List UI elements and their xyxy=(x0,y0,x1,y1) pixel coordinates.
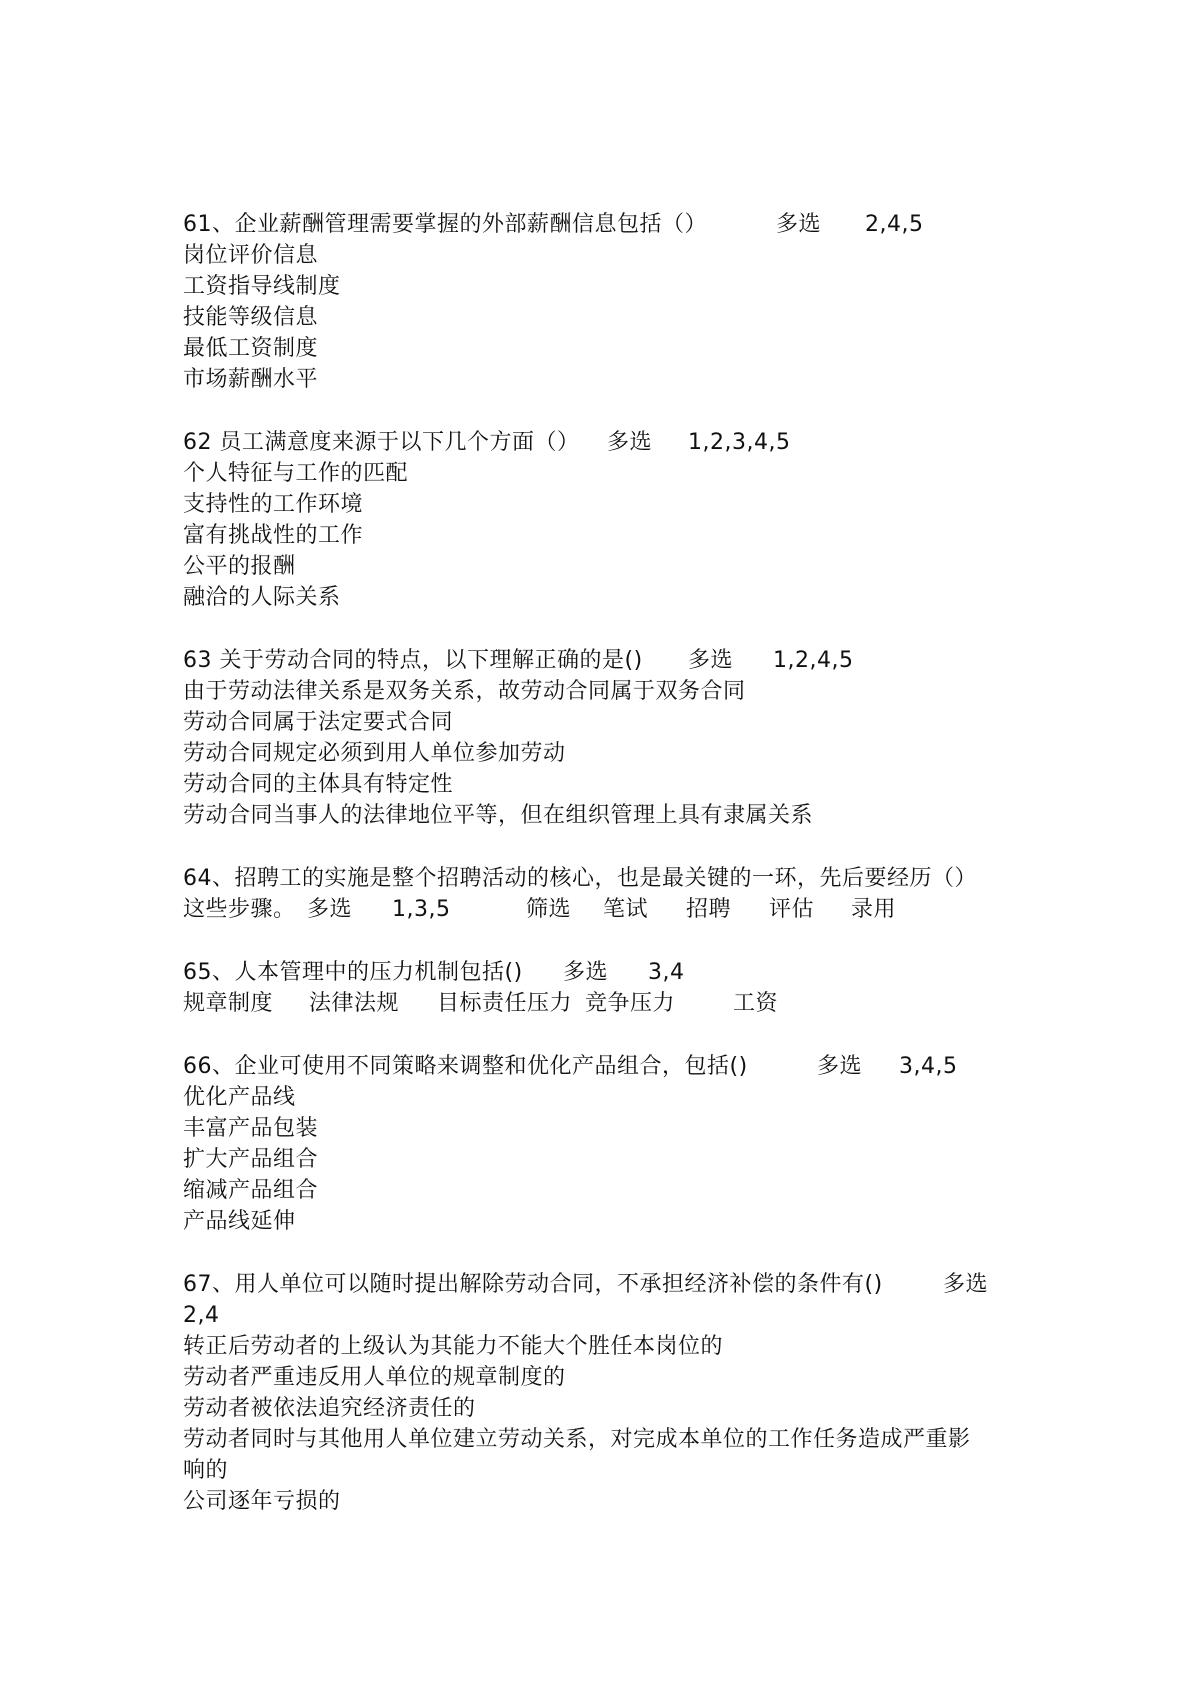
question-63 xyxy=(183,645,854,676)
option: 工资指导线制度 xyxy=(183,274,341,299)
inline-option: 法律法规 xyxy=(309,991,400,1016)
inline-option: 筛选 xyxy=(526,897,572,922)
question-text: 61、企业薪酬管理需要掌握的外部薪酬信息包括（） xyxy=(183,212,707,237)
inline-option: 录用 xyxy=(851,897,897,922)
question-answer: 3,4 xyxy=(648,960,685,985)
question-67 xyxy=(183,1269,989,1300)
option: 由于劳动法律关系是双务关系，故劳动合同属于双务合同 xyxy=(183,679,746,704)
option: 产品线延伸 xyxy=(183,1209,296,1234)
option: 扩大产品组合 xyxy=(183,1147,319,1172)
question-type: 多选 xyxy=(688,648,734,673)
option: 个人特征与工作的匹配 xyxy=(183,461,409,486)
question-type: 多选 xyxy=(943,1272,989,1297)
question-answer: 1,2,3,4,5 xyxy=(688,430,791,455)
option: 缩减产品组合 xyxy=(183,1178,319,1203)
question-66 xyxy=(183,1051,958,1082)
option: 富有挑战性的工作 xyxy=(183,523,364,548)
option: 劳动者同时与其他用人单位建立劳动关系，对完成本单位的工作任务造成严重影 xyxy=(183,1427,971,1452)
question-text: 65、人本管理中的压力机制包括() xyxy=(183,960,523,985)
question-answer: 1,3,5 xyxy=(392,897,451,922)
question-type: 多选 xyxy=(817,1054,863,1079)
question-answer: 3,4,5 xyxy=(899,1054,958,1079)
option: 公平的报酬 xyxy=(183,554,296,579)
question-64-line1: 64、招聘工的实施是整个招聘活动的核心，也是最关键的一环，先后要经历（） xyxy=(183,866,977,891)
option: 公司逐年亏损的 xyxy=(183,1489,341,1514)
inline-option: 规章制度 xyxy=(183,991,274,1016)
question-type: 多选 xyxy=(776,212,822,237)
question-65 xyxy=(183,957,685,988)
option: 劳动者被依法追究经济责任的 xyxy=(183,1396,476,1421)
question-type: 多选 xyxy=(307,897,353,922)
option: 劳动合同的主体具有特定性 xyxy=(183,772,454,797)
option-continuation: 响的 xyxy=(183,1458,229,1483)
option: 劳动合同当事人的法律地位平等，但在组织管理上具有隶属关系 xyxy=(183,803,814,828)
option: 最低工资制度 xyxy=(183,336,319,361)
question-type: 多选 xyxy=(607,430,653,455)
question-64-line2 xyxy=(183,894,897,925)
option: 技能等级信息 xyxy=(183,305,319,330)
inline-option: 评估 xyxy=(769,897,815,922)
question-answer: 1,2,4,5 xyxy=(773,648,854,673)
question-answer: 2,4,5 xyxy=(865,212,924,237)
option: 丰富产品包装 xyxy=(183,1116,319,1141)
question-text: 63 关于劳动合同的特点，以下理解正确的是() xyxy=(183,648,643,673)
question-text: 这些步骤。 xyxy=(183,897,296,922)
option: 市场薪酬水平 xyxy=(183,367,319,392)
option: 优化产品线 xyxy=(183,1085,296,1110)
question-answer: 2,4 xyxy=(183,1303,220,1328)
inline-option: 招聘 xyxy=(686,897,732,922)
option: 劳动合同属于法定要式合同 xyxy=(183,710,454,735)
question-62 xyxy=(183,427,791,458)
question-text: 66、企业可使用不同策略来调整和优化产品组合，包括() xyxy=(183,1054,748,1079)
inline-option: 目标责任压力 xyxy=(437,991,573,1016)
question-type: 多选 xyxy=(563,960,609,985)
option: 劳动者严重违反用人单位的规章制度的 xyxy=(183,1365,566,1390)
inline-option: 笔试 xyxy=(603,897,649,922)
option: 支持性的工作环境 xyxy=(183,492,364,517)
option: 融洽的人际关系 xyxy=(183,585,341,610)
option: 劳动合同规定必须到用人单位参加劳动 xyxy=(183,741,566,766)
question-61 xyxy=(183,209,924,240)
option: 岗位评价信息 xyxy=(183,243,319,268)
question-text: 62 员工满意度来源于以下几个方面（） xyxy=(183,430,580,455)
question-text: 67、用人单位可以随时提出解除劳动合同，不承担经济补偿的条件有() xyxy=(183,1272,883,1297)
option: 转正后劳动者的上级认为其能力不能大个胜任本岗位的 xyxy=(183,1334,724,1359)
inline-option: 竞争压力 xyxy=(585,991,676,1016)
inline-option: 工资 xyxy=(733,991,779,1016)
